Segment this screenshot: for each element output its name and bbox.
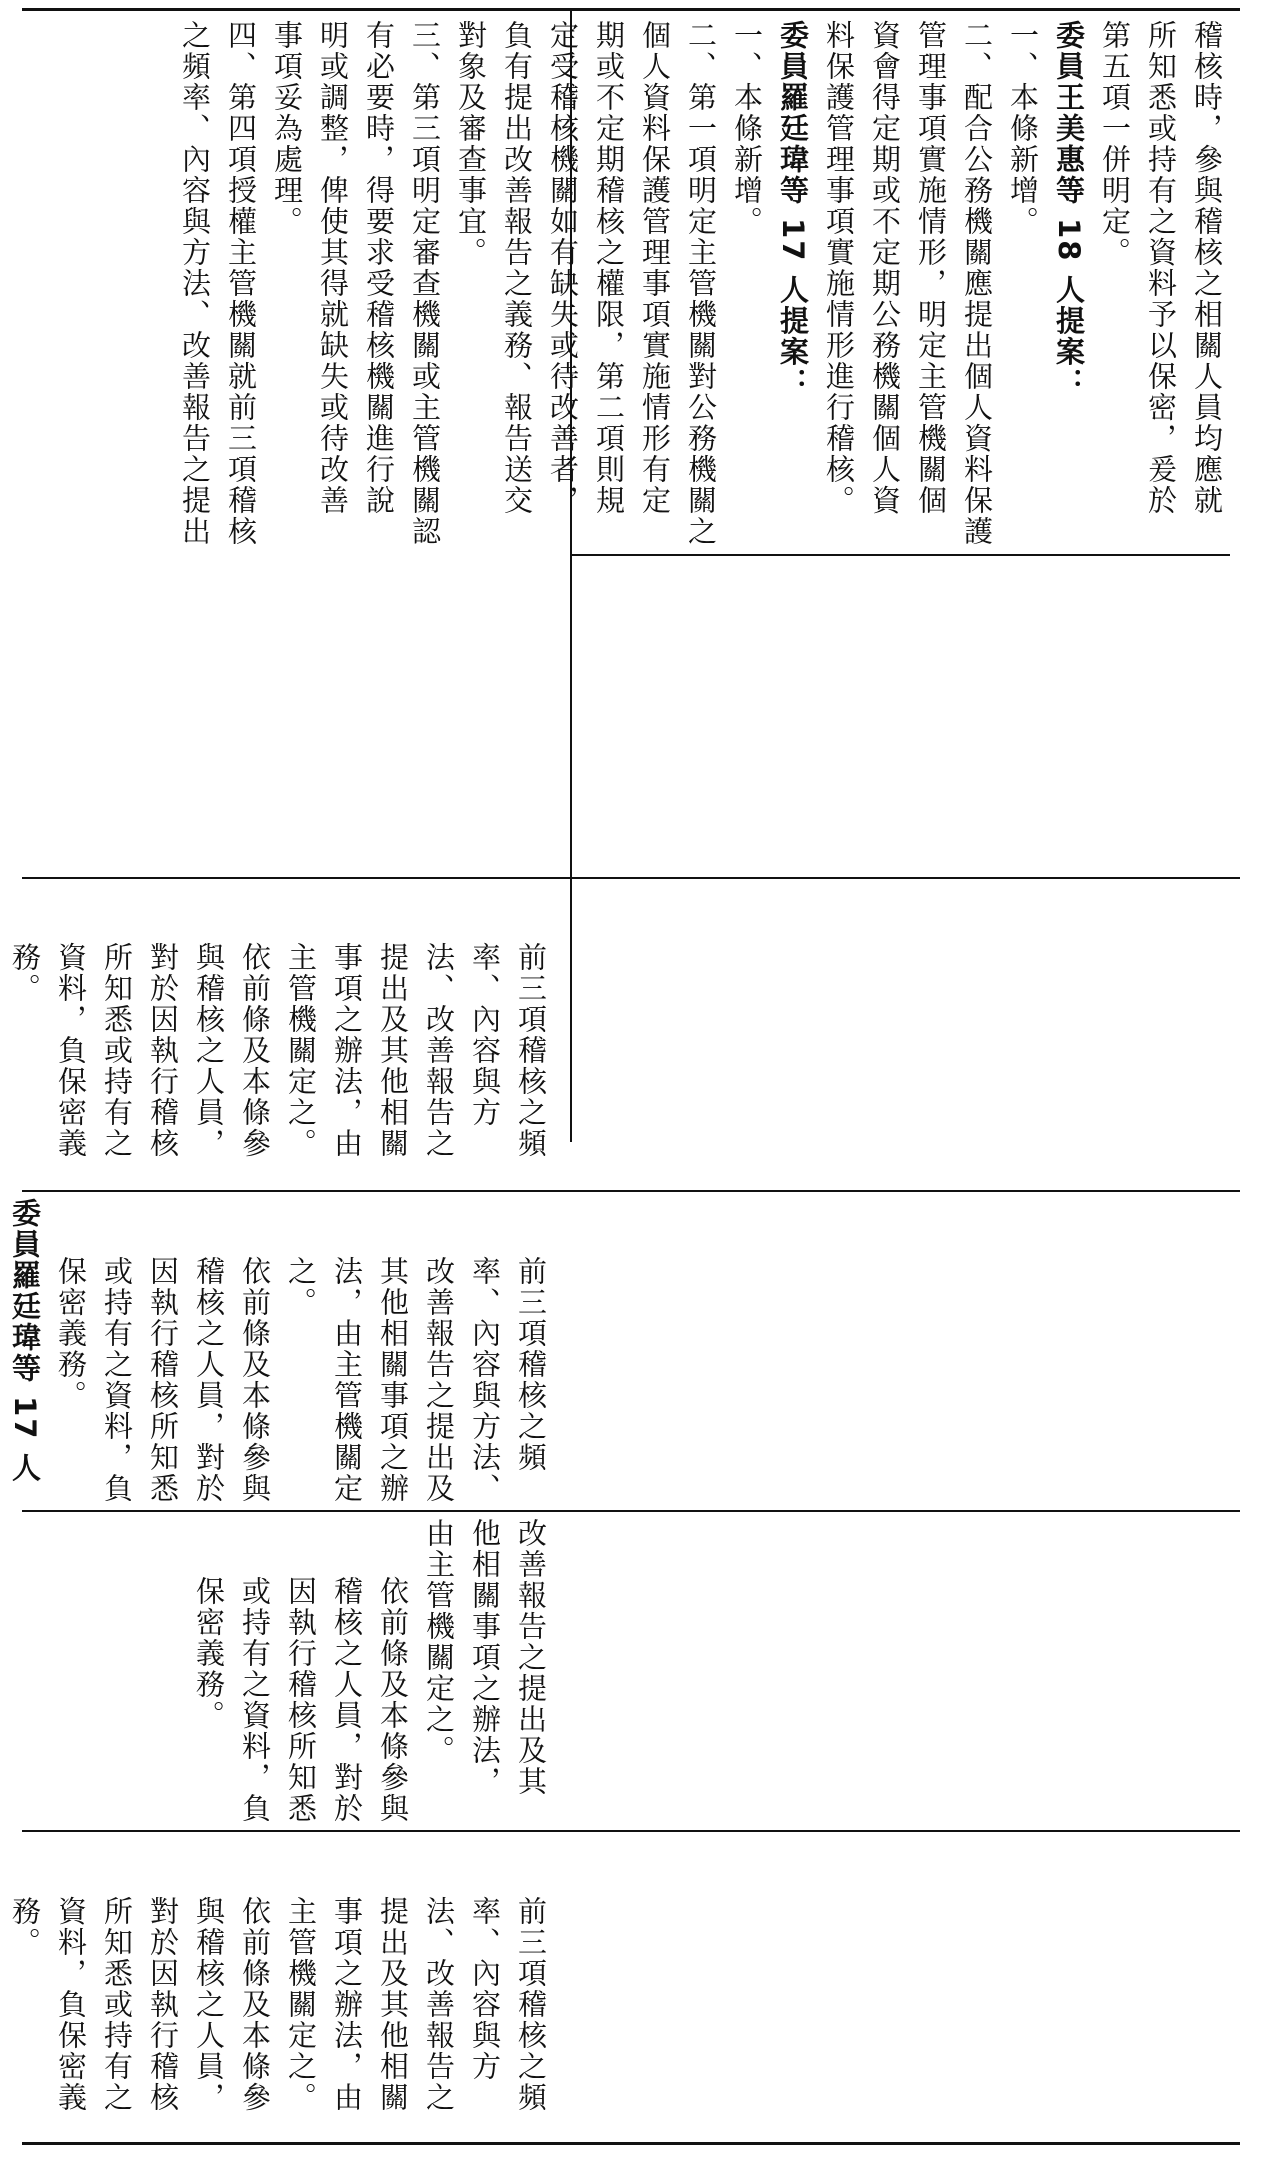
explanation-line-14: 期或不定期稽核之權限，第二項則規 xyxy=(592,20,626,516)
current-paragraph-1: 前三項稽核之頻率、內容與方法、改善報告之提出及其他相關事項之辦法，由主管機關定之。 xyxy=(284,1896,548,2113)
cai-paragraph-2: 依前條及本條參與稽核之人員，對於因執行稽核所知悉或持有之資料，負保密義務。 xyxy=(8,942,272,1159)
explanation-line-2: 所知悉或持有之資料予以保密，爰於 xyxy=(1144,20,1178,516)
row-divider-2 xyxy=(22,877,1240,879)
current-paragraph-2: 依前條及本條參與稽核之人員，對於因執行稽核所知悉或持有之資料，負保密義務。 xyxy=(8,1896,272,2113)
row-divider-3 xyxy=(22,1190,1240,1192)
explanation-heading-luo: 委員羅廷瑋等 17 人提案： xyxy=(776,20,810,399)
table-bottom-rule xyxy=(22,2142,1240,2145)
explanation-line-11: 一、本條新增。 xyxy=(730,20,764,237)
explanation-heading-wang: 委員王美惠等 18 人提案： xyxy=(1052,20,1086,399)
proposal-cell-cai xyxy=(8,884,554,1184)
wang-paragraph-2: 依前條及本條參與稽核之人員，對於因執行稽核所知悉或持有之資料，負保密義務。 xyxy=(192,1576,410,1824)
proposal-cell-luo xyxy=(8,1198,554,1504)
luo-paragraph-1: 前三項稽核之頻率、內容與方法、改善報告之提出及其他相關事項之辦法，由主管機關定之。 xyxy=(284,1256,548,1504)
explanation-line-17: 對象及審查事宜。 xyxy=(454,20,488,268)
explanation-line-5: 一、本條新增。 xyxy=(1006,20,1040,237)
explanation-line-12: 二、第一項明定主管機關對公務機關之 xyxy=(684,20,718,547)
explanation-line-18: 三、第三項明定審查機關或主管機關認 xyxy=(408,20,442,547)
cai-heading xyxy=(0,884,2,1184)
explanation-line-19: 有必要時，得要求受稽核機關進行說 xyxy=(362,20,396,516)
explanation-column xyxy=(178,20,1230,548)
explanation-line-20: 明或調整，俾使其得就缺失或待改善 xyxy=(316,20,350,516)
explanation-line-13: 個人資料保護管理事項實施情形有定 xyxy=(638,20,672,516)
explanation-line-7: 管理事項實施情形，明定主管機關個 xyxy=(914,20,948,516)
explanation-line-3: 第五項一併明定。 xyxy=(1098,20,1132,268)
table-top-rule xyxy=(22,8,1240,11)
explanation-line-23: 之頻率、內容與方法、改善報告之提出 xyxy=(178,20,212,547)
wang-paragraph-1: 改善報告之提出及其他相關事項之辦法，由主管機關定之。 xyxy=(422,1518,548,1797)
explanation-line-22: 四、第四項授權主管機關就前三項稽核 xyxy=(224,20,258,547)
explanation-line-6: 二、配合公務機關應提出個人資料保護 xyxy=(960,20,994,547)
explanation-line-21: 事項妥為處理。 xyxy=(270,20,304,237)
proposal-cell-current xyxy=(8,1838,554,2136)
explanation-line-9: 料保護管理事項實施情形進行稽核。 xyxy=(822,20,856,516)
row-divider-4 xyxy=(22,1510,1240,1512)
cai-paragraph-1: 前三項稽核之頻率、內容與方法、改善報告之提出及其他相關事項之辦法，由主管機關定之。 xyxy=(284,942,548,1159)
explanation-line-8: 資會得定期或不定期公務機關個人資 xyxy=(868,20,902,516)
luo-heading: 委員羅廷瑋等 17 人 xyxy=(8,1198,42,1484)
explanation-line-15: 定受稽核機關如有缺失或待改善者， xyxy=(546,20,580,516)
row-divider-1 xyxy=(570,554,1230,556)
proposal-cell-wang xyxy=(30,1518,554,1824)
explanation-line-1: 稽核時，參與稽核之相關人員均應就 xyxy=(1190,20,1224,516)
explanation-line-16: 負有提出改善報告之義務、報告送交 xyxy=(500,20,534,516)
luo-paragraph-2: 依前條及本條參與稽核之人員，對於因執行稽核所知悉或持有之資料，負保密義務。 xyxy=(54,1256,272,1504)
row-divider-5 xyxy=(22,1830,1240,1832)
